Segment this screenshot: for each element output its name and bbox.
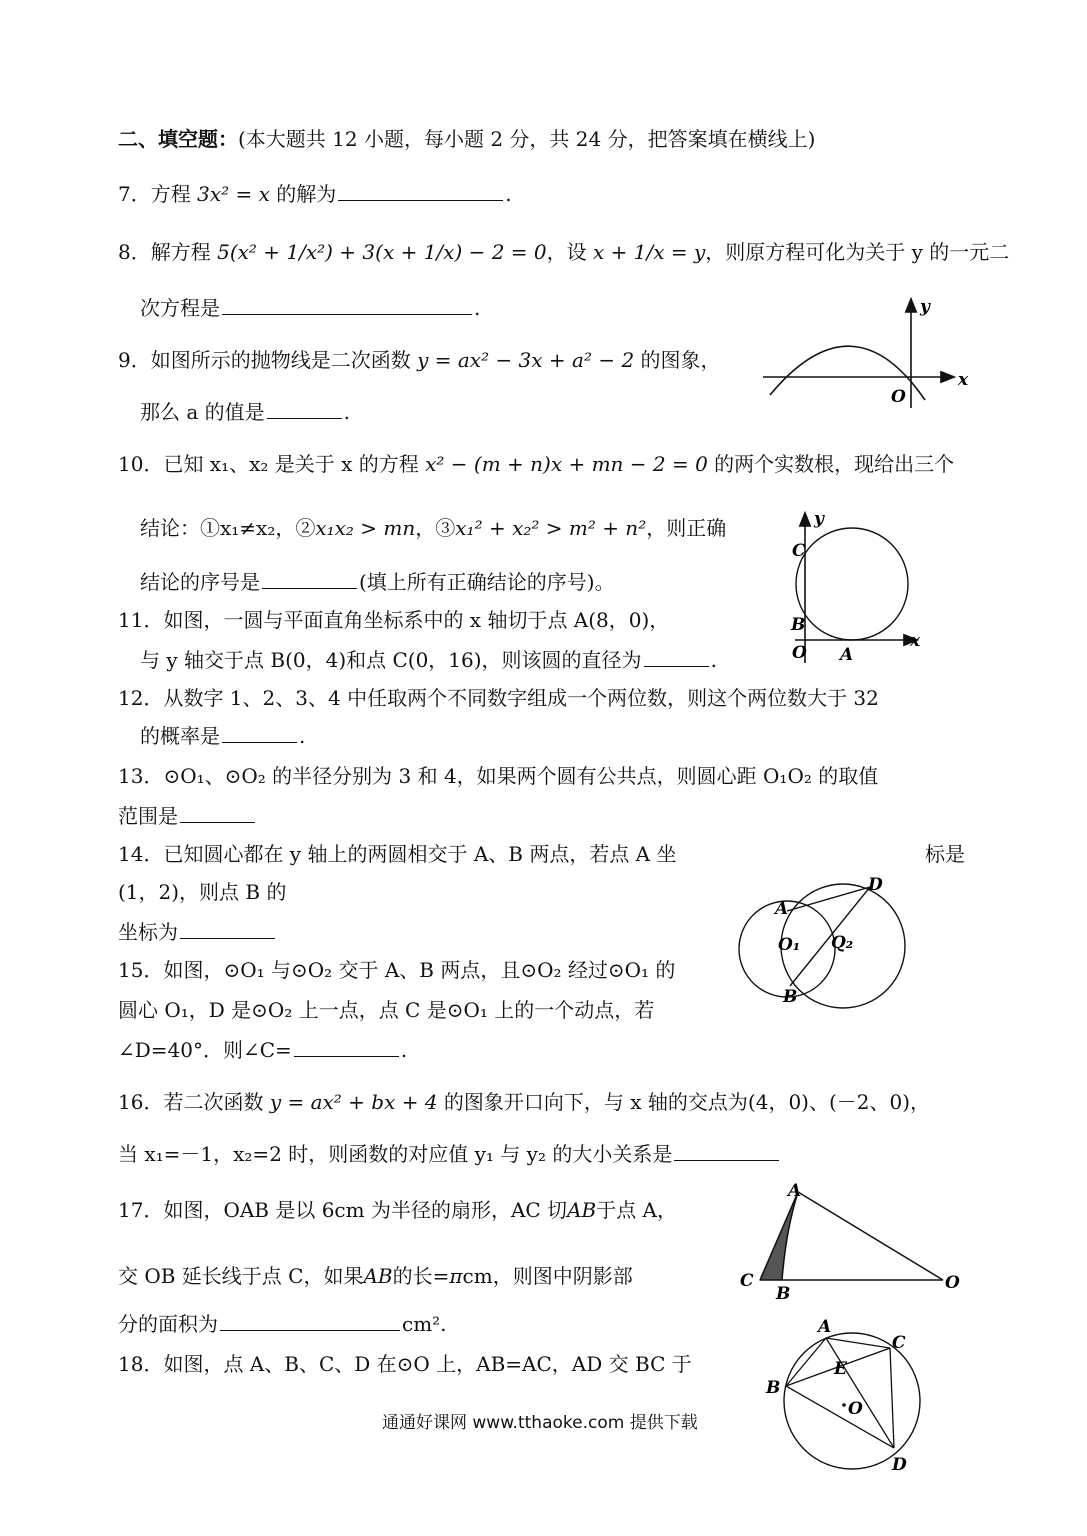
question-18 xyxy=(118,1350,692,1378)
question-12-line2 xyxy=(140,722,305,750)
answer-blank[interactable] xyxy=(222,294,472,315)
question-8 xyxy=(118,238,1009,266)
q15-line2: 圆心 O₁，D 是⊙O₂ 上一点，点 C 是⊙O₁ 上的一个动点，若 xyxy=(118,998,655,1022)
point-label-q2: Q₂ xyxy=(831,933,854,953)
q17-unit: cm². xyxy=(402,1312,447,1336)
q9-text: 如图所示的抛物线是二次函数 xyxy=(150,348,411,372)
arc-ab: AB xyxy=(567,1198,597,1222)
question-13 xyxy=(118,762,878,790)
question-number: 12． xyxy=(118,686,164,710)
q17-line2-pre: 交 OB 延长线于点 C，如果 xyxy=(118,1264,364,1288)
answer-blank[interactable] xyxy=(674,1140,779,1161)
q10-text-post: 的两个实数根，现给出三个 xyxy=(714,452,955,476)
q10-conclusion-3: x₁² + x₂² > m² + n² xyxy=(455,516,647,540)
section-note: (本大题共 12 小题，每小题 2 分，共 24 分，把答案填在横线上) xyxy=(238,127,816,151)
q8-end: . xyxy=(474,296,481,320)
question-17 xyxy=(118,1196,677,1224)
point-label-o: O xyxy=(848,1399,863,1419)
q10-line3: 结论的序号是 xyxy=(140,570,260,594)
axis-label-x: x xyxy=(958,370,969,390)
question-14-tail xyxy=(925,840,965,868)
segment-cd xyxy=(890,1348,894,1448)
q17-line1: 如图，OAB 是以 6cm 为半径的扇形，AC 切 xyxy=(163,1198,568,1222)
q8-equation: 5(x² + 1/x²) + 3(x + 1/x) − 2 = 0 xyxy=(217,240,547,264)
point-label-b: B xyxy=(783,987,798,1007)
answer-blank[interactable] xyxy=(222,722,297,743)
pi-symbol: π xyxy=(449,1264,463,1288)
point-label-b: B xyxy=(766,1378,781,1398)
point-label-a: A xyxy=(818,1318,832,1337)
q10-conclusion-2: x₁x₂ > mn xyxy=(315,516,416,540)
question-12 xyxy=(118,684,879,712)
point-label-o: O xyxy=(945,1273,960,1293)
q10-separator: ，③ xyxy=(415,516,456,540)
origin-label: O xyxy=(891,387,906,407)
question-10-line2 xyxy=(140,514,726,542)
q14-line1-tail: 标是 xyxy=(925,842,965,866)
q9-text-post: 的图象， xyxy=(640,348,721,372)
q12-line1: 从数字 1、2、3、4 中任取两个不同数字组成一个两位数，则这个两位数大于 32 xyxy=(163,686,879,710)
answer-blank[interactable] xyxy=(262,568,357,589)
question-8-line2 xyxy=(140,294,480,322)
q16-text-post: 的图象开口向下，与 x 轴的交点为(4，0)、(－2、0)， xyxy=(443,1090,931,1114)
q17-line3: 分的面积为 xyxy=(118,1312,218,1336)
circle xyxy=(796,528,908,640)
question-number: 13． xyxy=(118,764,164,788)
q12-end: . xyxy=(299,724,306,748)
q13-line2: 范围是 xyxy=(118,804,178,828)
q11-end: . xyxy=(710,648,717,672)
segment-ad xyxy=(826,1338,894,1448)
q10-equation: x² − (m + n)x + mn − 2 = 0 xyxy=(425,452,708,476)
point-label-c: C xyxy=(740,1271,754,1291)
question-number: 16． xyxy=(118,1090,164,1114)
question-number: 9． xyxy=(118,348,151,372)
q16-line2: 当 x₁=－1，x₂=2 时，则函数的对应值 y₁ 与 y₂ 的大小关系是 xyxy=(118,1142,673,1166)
q15-line1: 如图，⊙O₁ 与⊙O₂ 交于 A、B 两点，且⊙O₂ 经过⊙O₁ 的 xyxy=(163,958,676,982)
segment-ad xyxy=(787,887,870,911)
question-number: 7． xyxy=(118,182,151,206)
parabola-figure xyxy=(755,290,980,415)
question-number: 10． xyxy=(118,452,164,476)
question-17-line2 xyxy=(118,1262,633,1290)
q8-text-mid: ，设 xyxy=(546,240,587,264)
q8-text: 解方程 xyxy=(150,240,211,264)
section-heading-line xyxy=(118,125,815,153)
question-14-line2 xyxy=(118,878,286,906)
question-13-line2 xyxy=(118,802,257,830)
question-15-line3 xyxy=(118,1036,407,1064)
q9-end: . xyxy=(343,400,350,424)
point-label-c: C xyxy=(792,541,806,561)
question-16-line2 xyxy=(118,1140,781,1168)
q9-equation: y = ax² − 3x + a² − 2 xyxy=(417,348,635,372)
point-label-c: C xyxy=(892,1333,906,1353)
point-label-d: D xyxy=(868,875,883,895)
q12-line2: 的概率是 xyxy=(140,724,220,748)
question-number: 18． xyxy=(118,1352,164,1376)
answer-blank[interactable] xyxy=(180,918,275,939)
question-16 xyxy=(118,1088,930,1116)
question-14-line3 xyxy=(118,918,277,946)
q8-text-post: ，则原方程可化为关于 y 的一元二 xyxy=(705,240,1010,264)
center-point xyxy=(842,1403,846,1407)
question-15 xyxy=(118,956,675,984)
answer-blank[interactable] xyxy=(180,802,255,823)
q10-line2-post: ，则正确 xyxy=(646,516,727,540)
point-label-o1: O₁ xyxy=(778,935,801,955)
question-number: 11． xyxy=(118,608,164,632)
segment-bd xyxy=(786,1386,894,1448)
question-10 xyxy=(118,450,954,478)
question-10-line3 xyxy=(140,568,615,596)
question-7 xyxy=(118,180,512,208)
segment-ao xyxy=(798,1192,943,1280)
answer-blank[interactable] xyxy=(294,1036,399,1057)
question-number: 14． xyxy=(118,842,164,866)
q17-line2-tail: cm，则图中阴影部 xyxy=(462,1264,633,1288)
q8-line2: 次方程是 xyxy=(140,296,220,320)
q15-line3: ∠D=40°．则∠C= xyxy=(118,1038,292,1062)
q8-substitution: x + 1/x = y xyxy=(593,240,706,264)
point-label-d: D xyxy=(892,1455,907,1475)
q10-line3-post: (填上所有正确结论的序号)。 xyxy=(359,570,615,594)
sector-figure xyxy=(738,1180,968,1305)
answer-blank[interactable] xyxy=(267,398,342,419)
q17-line2-post: 的长= xyxy=(392,1264,450,1288)
q7-text: 方程 xyxy=(150,182,191,206)
q11-line1: 如图，一圆与平面直角坐标系中的 x 轴切于点 A(8，0)， xyxy=(163,608,670,632)
page-footer: 通通好课网 www.tthaoke.com 提供下载 xyxy=(382,1413,698,1433)
q17-line1-post: 于点 A， xyxy=(596,1198,678,1222)
axis-label-x: x xyxy=(910,631,921,651)
answer-blank[interactable] xyxy=(338,180,503,201)
inscribed-figure xyxy=(762,1318,942,1478)
point-label-a: A xyxy=(840,645,854,665)
q14-line1: 已知圆心都在 y 轴上的两圆相交于 A、B 两点，若点 A 坐 xyxy=(163,842,677,866)
answer-blank[interactable] xyxy=(220,1310,400,1331)
point-label-b: B xyxy=(776,1284,791,1304)
q14-line2: (1，2)，则点 B 的 xyxy=(118,880,287,904)
q7-equation: 3x² = x xyxy=(197,182,270,206)
axis-label-y: y xyxy=(920,297,930,317)
section-heading: 二、填空题： xyxy=(118,127,238,151)
q16-equation: y = ax² + bx + 4 xyxy=(269,1090,438,1114)
question-11-line2 xyxy=(140,646,717,674)
point-label-a: A xyxy=(775,899,789,919)
question-9-line2 xyxy=(140,398,350,426)
q18-line1: 如图，点 A、B、C、D 在⊙O 上，AB=AC，AD 交 BC 于 xyxy=(163,1352,692,1376)
two-circles-figure xyxy=(735,874,935,1014)
point-label-b: B xyxy=(791,615,806,635)
question-number: 15． xyxy=(118,958,164,982)
question-15-line2 xyxy=(118,996,654,1024)
q10-conclusion-1: 结论：①x₁≠x₂，② xyxy=(140,516,316,540)
origin-label: O xyxy=(792,643,807,663)
q15-end: . xyxy=(400,1038,408,1062)
point-label-e: E xyxy=(834,1359,847,1379)
point-label-a: A xyxy=(788,1181,802,1201)
question-11 xyxy=(118,606,669,634)
q16-text: 若二次函数 xyxy=(163,1090,264,1114)
q7-text-post: 的解为 xyxy=(276,182,337,206)
question-17-line3 xyxy=(118,1310,447,1338)
q11-line2: 与 y 轴交于点 B(0，4)和点 C(0，16)，则该圆的直径为 xyxy=(140,648,642,672)
arc-ab: AB xyxy=(363,1264,393,1288)
axis-label-y: y xyxy=(814,509,824,529)
q7-end: . xyxy=(505,182,512,206)
question-number: 17． xyxy=(118,1198,164,1222)
q13-line1: ⊙O₁、⊙O₂ 的半径分别为 3 和 4，如果两个圆有公共点，则圆心距 O₁O₂ 的取值 xyxy=(163,764,879,788)
circle-axis-figure xyxy=(780,508,930,668)
q9-line2: 那么 a 的值是 xyxy=(140,400,265,424)
answer-blank[interactable] xyxy=(644,646,709,667)
q10-text: 已知 x₁、x₂ 是关于 x 的方程 xyxy=(163,452,419,476)
question-14 xyxy=(118,840,676,868)
question-9 xyxy=(118,346,721,374)
q14-line3: 坐标为 xyxy=(118,920,178,944)
question-number: 8． xyxy=(118,240,151,264)
